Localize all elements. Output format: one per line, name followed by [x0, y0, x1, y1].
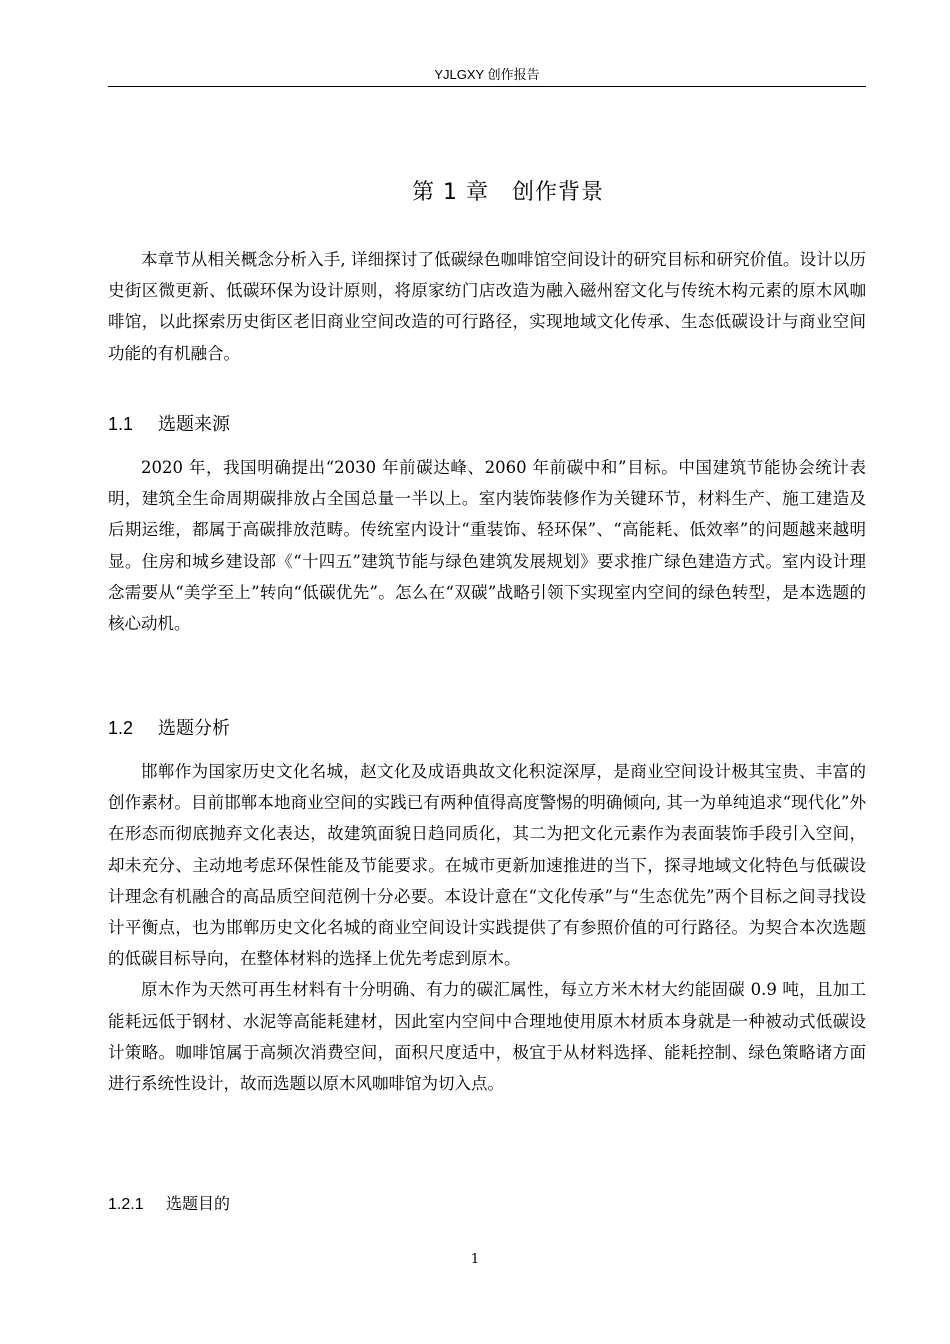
running-header	[108, 66, 866, 87]
section-1-1-paragraph: 2020 年，我国明确提出“2030 年前碳达峰、2060 年前碳中和”目标。中国建筑节能协会统计表明，建筑全生命周期碳排放占全国总量一半以上。室内装饰装修作为关键环节，材料生产、施工建造及后期运维，都属于高碳排放范畴。传统室内设计“重装饰、轻环保”、“高能耗、低效率”的问题越来越明显。住房和城乡建设部《“十四五”建筑节能与绿色建筑发展规划》要求推广绿色建造方式。室内设计理念需要从“美学至上”转向“低碳优先”。怎么在“双碳”战略引领下实现室内空间的绿色转型，是本选题的核心动机。	[108, 458, 866, 634]
subsection-heading-1-2-1	[108, 1192, 230, 1217]
intro-paragraph: 本章节从相关概念分析入手, 详细探讨了低碳绿色咖啡馆空间设计的研究目标和研究价值。设计以历史街区微更新、低碳环保为设计原则，将原家纺门店改造为融入磁州窑文化与传统木构元素的原木风咖啡馆，以此探索历史街区老旧商业空间改造的可行路径，实现地域文化传承、生态低碳设计与商业空间功能的有机融合。	[108, 250, 866, 363]
subsection-title: 选题目的	[166, 1194, 231, 1213]
section-title: 选题来源	[158, 414, 230, 435]
section-1-1-body	[108, 452, 866, 639]
chapter-title: 第 1 章 创作背景	[412, 180, 604, 205]
section-1-2-paragraph-2: 原木作为天然可再生材料有十分明确、有力的碳汇属性，每立方米木材大约能固碳 0.9 吨，且加工能耗远低于钢材、水泥等高能耗建材，因此室内空间中合理地使用原木材质本身就是一种被动式低碳设计策略。咖啡馆属于高频次消费空间，面积尺度适中，极宜于从材料选择、能耗控制、绿色策略诸方面进行系统性设计，故而选题以原木风咖啡馆为切入点。	[108, 980, 866, 1094]
section-heading-1-2	[108, 715, 230, 742]
subsection-number: 1.2.1	[108, 1196, 144, 1213]
section-title: 选题分析	[158, 718, 230, 739]
section-number: 1.1	[108, 414, 134, 434]
section-1-2-paragraph-1: 邯郸作为国家历史文化名城，赵文化及成语典故文化积淀深厚，是商业空间设计极其宝贵、丰富的创作素材。目前邯郸本地商业空间的实践已有两种值得高度警惕的明确倾向, 其一为单纯追求“现代化”外在形态而彻底抛弃文化表达，故建筑面貌日趋同质化，其二为把文化元素作为表面装饰手段引入空间，却未充分、主动地考虑环保性能及节能要求。在城市更新加速推进的当下，探寻地域文化特色与低碳设计理念有机融合的高品质空间范例十分必要。本设计意在“文化传承”与“生态优先”两个目标之间寻找设计平衡点，也为邯郸历史文化名城的商业空间设计实践提供了有参照价值的可行路径。为契合本次选题的低碳目标导向，在整体材料的选择上优先考虑到原木。	[108, 762, 866, 969]
running-header-text: YJLGXY 创作报告	[434, 67, 540, 82]
section-1-2-body	[108, 756, 866, 1099]
chapter-intro	[108, 244, 866, 369]
section-number: 1.2	[108, 718, 134, 738]
section-heading-1-1	[108, 411, 230, 438]
page-number: 1	[470, 1252, 480, 1267]
